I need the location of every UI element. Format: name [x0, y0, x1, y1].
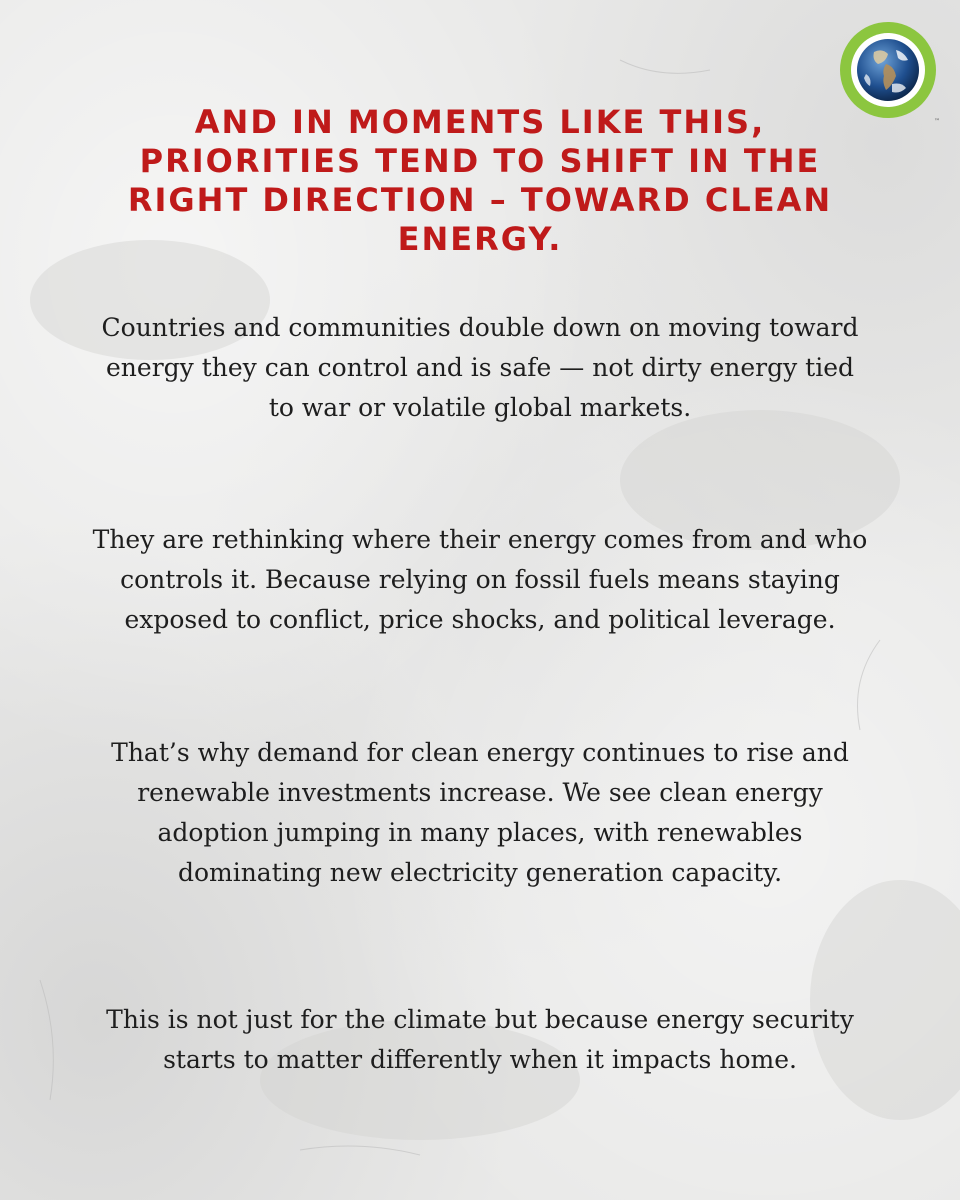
brand-logo	[840, 22, 940, 125]
paragraph-2: They are rethinking where their energy comes from and who controls it. Because relying on fossil fuels means staying exposed to conflict, price shocks, and political leverage.	[92, 525, 868, 634]
earth-globe-icon	[856, 38, 920, 102]
trademark-symbol: ™	[934, 118, 940, 125]
paragraph-4: This is not just for the climate but because energy security starts to matter differently when it impacts home.	[106, 1005, 854, 1074]
paragraph-1: Countries and communities double down on moving toward energy they can control and is safe — not dirty energy tied to war or volatile global markets.	[101, 313, 859, 422]
paragraph-3: That’s why demand for clean energy continues to rise and renewable investments increase. We see clean energy adoption jumping in many places, with renewables dominating new electricity generation capacity.	[111, 738, 849, 887]
headline: AND IN MOMENTS LIKE THIS, PRIORITIES TEND TO SHIFT IN THE RIGHT DIRECTION – TOWARD CLEAN ENERGY.	[127, 103, 833, 258]
